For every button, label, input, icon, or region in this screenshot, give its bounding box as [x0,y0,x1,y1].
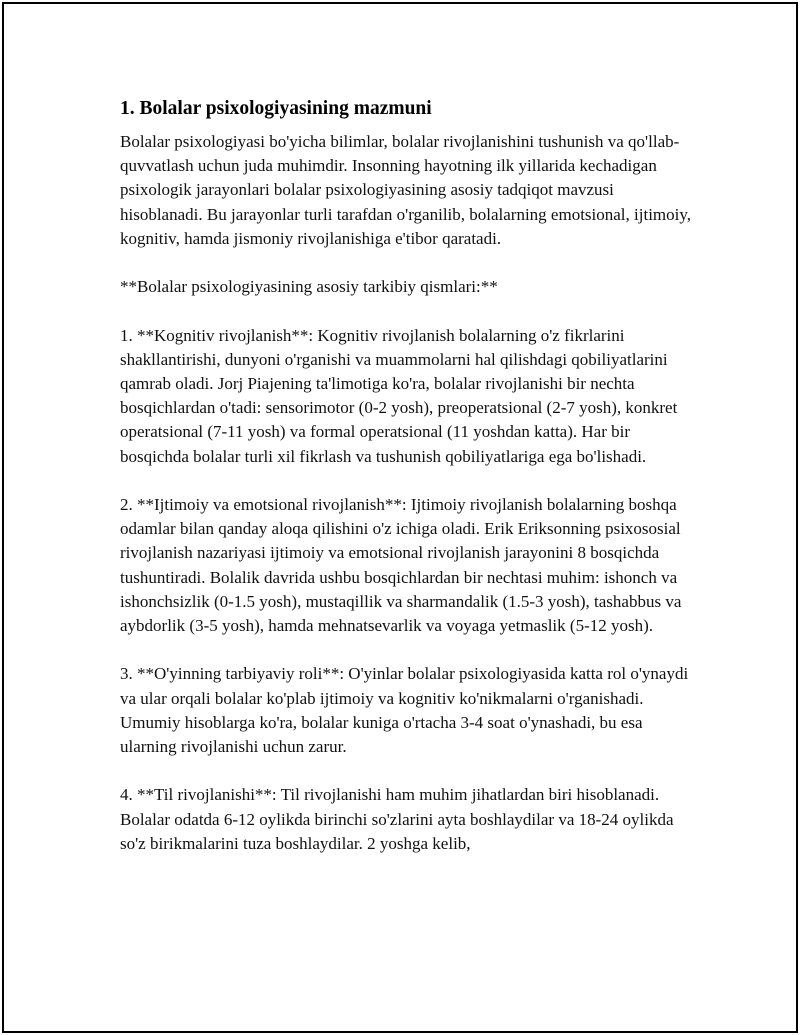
intro-paragraph: Bolalar psixologiyasi bo'yicha bilimlar, bolalar rivojlanishini tushunish va qo'llab-quvvatlash uchun juda muhimdir. Insonning hayotning ilk yillarida kechadigan psixologik jarayonlari bolalar psixologiyasining asosiy tadqiqot mavzusi hisoblanadi. Bu jarayonlar turli tarafdan o'rganilib, bolalarning emotsional, ijtimoiy, kognitiv, hamda jismoniy rivojlanishiga e'tibor qaratadi. [120,132,692,248]
section-heading: 1. Bolalar psixologiyasining mazmuni [120,98,432,119]
social-emotional-development-paragraph: 2. **Ijtimoiy va emotsional rivojlanish**: Ijtimoiy rivojlanish bolalarning boshqa odamlar bilan qanday aloqa qilishini o'z ichiga oladi. Erik Eriksonning psixososial rivojlanish nazariyasi ijtimoiy va emotsional rivojlanish jarayonini 8 bosqichda tushuntiradi. Bolalik davrida ushbu bosqichlardan bir nechtasi muhim: ishonch va ishonchsizlik (0-1.5 yosh), mustaqillik va sharmandalik (1.5-3 yosh), tashabbus va aybdorlik (3-5 yosh), hamda mehnatsevarlik va voyaga yetmaslik (5-12 yosh). [120,495,682,636]
language-development-paragraph: 4. **Til rivojlanishi**: Til rivojlanishi ham muhim jihatlardan biri hisoblanadi. Bolalar odatda 6-12 oylikda birinchi so'zlarini ayta boshlaydilar va 18-24 oylikda so'z birikmalarini tuza boshlaydilar. 2 yoshga kelib, [120,785,674,853]
cognitive-development-paragraph: 1. **Kognitiv rivojlanish**: Kognitiv rivojlanish bolalarning o'z fikrlarini shakllantirishi, dunyoni o'rganishi va muammolarni hal qilishdagi qobiliyatlarini qamrab oladi. Jorj Piajening ta'limotiga ko'ra, bolalar rivojlanishi bir nechta bosqichlardan o'tadi: sensorimotor (0-2 yosh), preoperatsional (2-7 yosh), konkret operatsional (7-11 yosh) va formal operatsional (11 yoshdan katta). Har bir bosqichda bolalar turli xil fikrlash va tushunish qobiliyatlariga ega bo'lishadi. [120,325,678,466]
page-frame [2,2,798,1033]
play-role-paragraph: 3. **O'yinning tarbiyaviy roli**: O'yinlar bolalar psixologiyasida katta rol o'ynaydi va ular orqali bolalar ko'plab ijtimoiy va kognitiv ko'nikmalarni o'rganishadi. Umumiy hisoblarga ko'ra, bolalar kuniga o'rtacha 3-4 soat o'ynashadi, bu esa ularning rivojlanishi uchun zarur. [120,664,689,757]
components-heading-paragraph: **Bolalar psixologiyasining asosiy tarkibiy qismlari:** [120,277,498,297]
document-body [120,97,700,880]
